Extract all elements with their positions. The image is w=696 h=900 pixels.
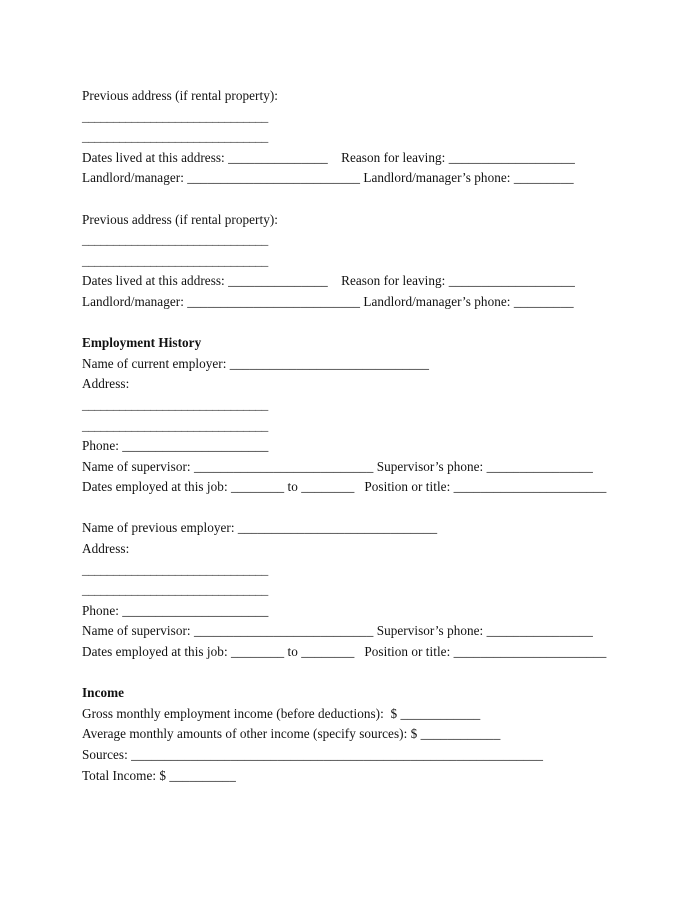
current-supervisor-field[interactable]: Name of supervisor: ___________________________ Supervisor’s phone: ________________ bbox=[82, 458, 593, 474]
section-income bbox=[82, 683, 618, 786]
previous-address-1-blank-line-1[interactable]: ______________________________ bbox=[82, 108, 268, 124]
previous-address-2-landlord[interactable]: Landlord/manager: __________________________ Landlord/manager’s phone: _________ bbox=[82, 293, 574, 309]
section-gap-4 bbox=[82, 663, 618, 684]
previous-address-2-blank-line-1[interactable]: ______________________________ bbox=[82, 232, 268, 248]
previous-employer-address-blank-2[interactable]: ______________________________ bbox=[82, 582, 268, 598]
total-income-field[interactable]: Total Income: $ __________ bbox=[82, 767, 236, 783]
current-employer-address-blank-1[interactable]: ______________________________ bbox=[82, 396, 268, 412]
current-employer-name-field[interactable]: Name of current employer: ______________________________ bbox=[82, 355, 430, 371]
section-previous-employment bbox=[82, 518, 618, 662]
income-heading: Income bbox=[82, 685, 125, 701]
income-sources-field[interactable]: Sources: ______________________________________________________________ bbox=[82, 747, 544, 762]
previous-dates-employed-field[interactable]: Dates employed at this job: ________ to ________ Position or title: _______________________ bbox=[82, 644, 607, 660]
other-income-field[interactable]: Average monthly amounts of other income (specify sources): $ ____________ bbox=[82, 726, 501, 742]
form-body bbox=[82, 86, 618, 786]
current-employer-phone-field[interactable]: Phone: ______________________ bbox=[82, 438, 269, 454]
previous-address-2-dates-lived[interactable]: Dates lived at this address: _______________ Reason for leaving: ___________________ bbox=[82, 273, 575, 289]
current-employer-address-label: Address: bbox=[82, 376, 130, 392]
section-previous-address-1 bbox=[82, 86, 618, 189]
section-gap-2 bbox=[82, 313, 618, 334]
previous-address-2-label: Previous address (if rental property): bbox=[82, 211, 278, 227]
previous-supervisor-field[interactable]: Name of supervisor: ___________________________ Supervisor’s phone: ________________ bbox=[82, 623, 593, 639]
section-previous-address-2 bbox=[82, 210, 618, 313]
current-employer-address-blank-2[interactable]: ______________________________ bbox=[82, 417, 268, 433]
employment-history-heading: Employment History bbox=[82, 335, 202, 351]
section-employment-history bbox=[82, 333, 618, 498]
previous-employer-name-field[interactable]: Name of previous employer: ______________________________ bbox=[82, 520, 438, 536]
previous-employer-phone-field[interactable]: Phone: ______________________ bbox=[82, 602, 269, 618]
previous-address-1-label: Previous address (if rental property): bbox=[82, 88, 278, 103]
gross-monthly-income-field[interactable]: Gross monthly employment income (before deductions): $ ____________ bbox=[82, 705, 481, 721]
previous-employer-address-label: Address: bbox=[82, 541, 130, 557]
section-gap-1 bbox=[82, 189, 618, 210]
previous-address-2-blank-line-2[interactable]: ______________________________ bbox=[82, 252, 268, 268]
previous-address-1-landlord[interactable]: Landlord/manager: __________________________ Landlord/manager’s phone: _________ bbox=[82, 170, 574, 186]
previous-address-1-blank-line-2[interactable]: ______________________________ bbox=[82, 129, 268, 145]
previous-address-1-dates-lived[interactable]: Dates lived at this address: _______________ Reason for leaving: ___________________ bbox=[82, 149, 575, 165]
section-gap-3 bbox=[82, 498, 618, 519]
previous-employer-address-blank-1[interactable]: ______________________________ bbox=[82, 561, 268, 577]
current-dates-employed-field[interactable]: Dates employed at this job: ________ to ________ Position or title: _______________________ bbox=[82, 479, 607, 495]
